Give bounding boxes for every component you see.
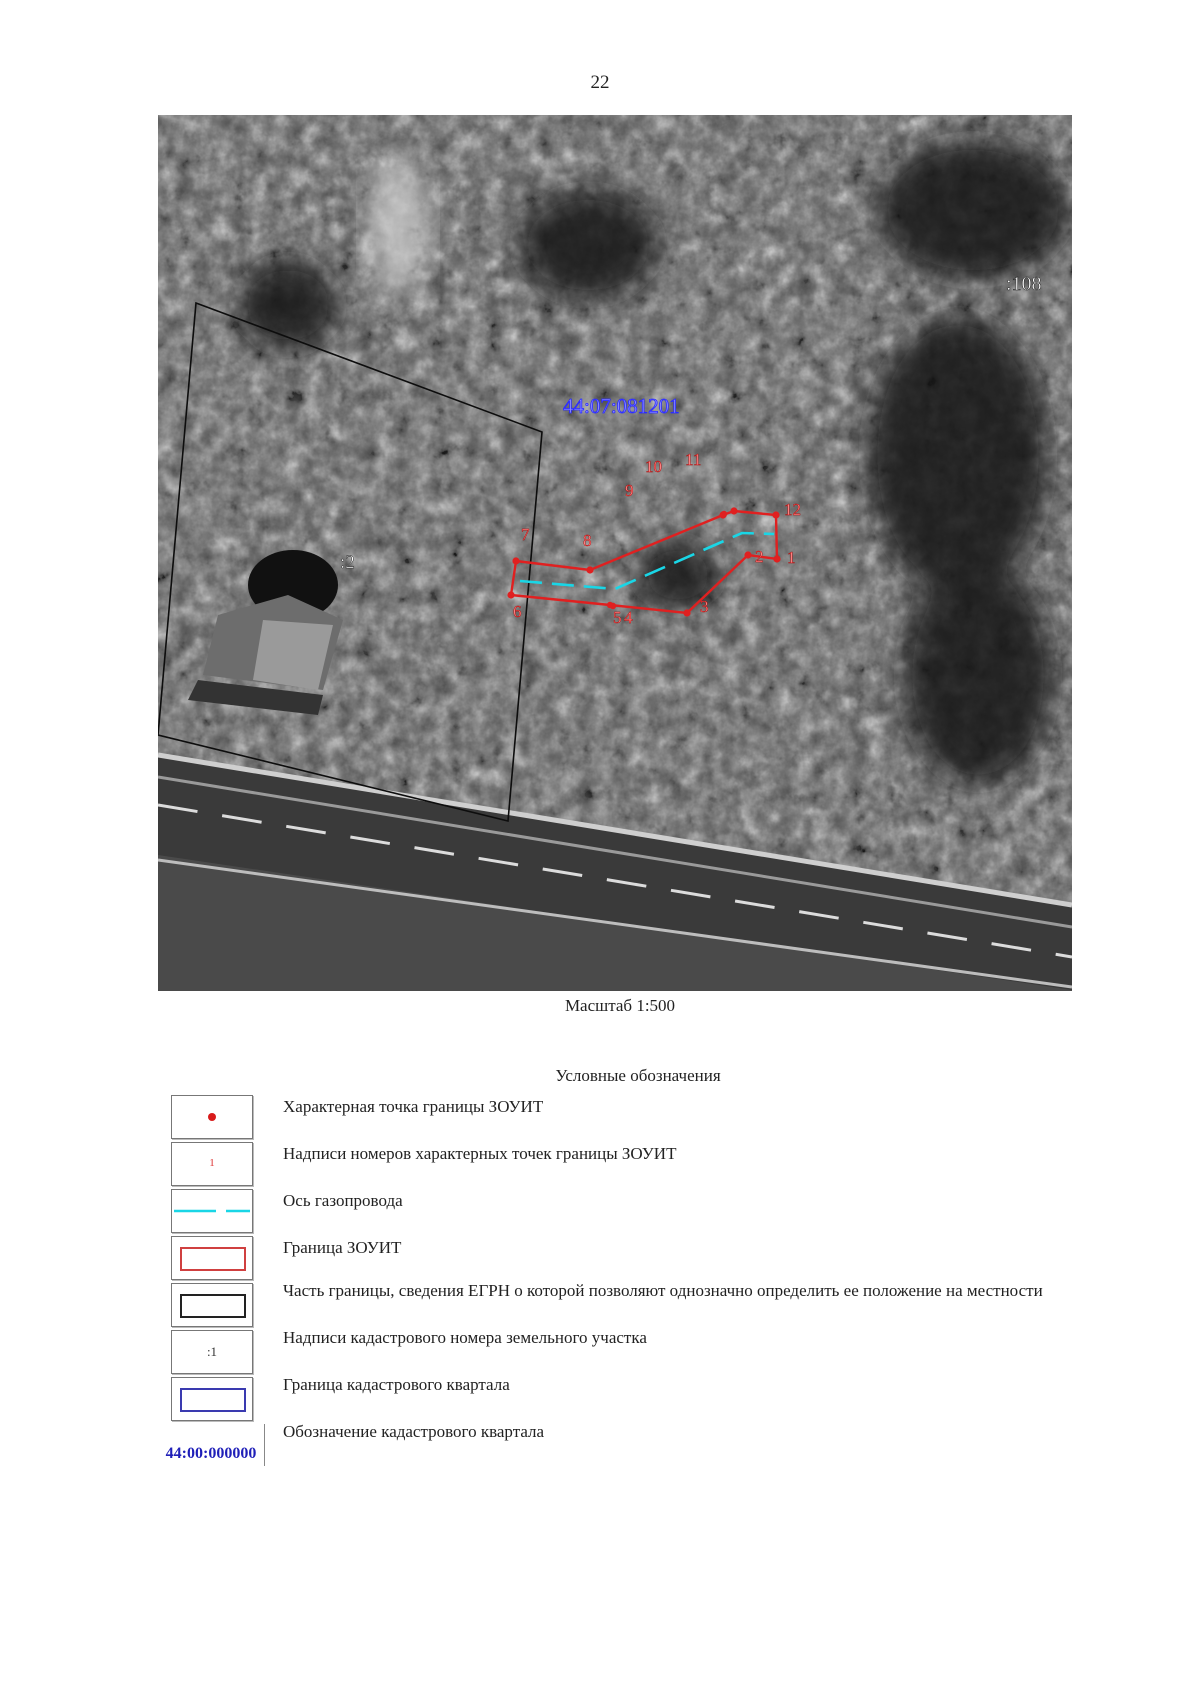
parcel-label-108: :108 (1006, 273, 1042, 295)
point-label-7: 7 (521, 525, 530, 544)
legend-text: Граница кадастрового квартала (283, 1375, 510, 1394)
quarter-label: 44:07:081201 (563, 394, 680, 418)
parcel-label-sample: :1 (206, 1344, 218, 1359)
red-rect-icon (180, 1247, 246, 1271)
point-3 (683, 609, 690, 616)
quarter-label-sample: 44:00:000000 (158, 1424, 265, 1466)
red-dot-icon (208, 1113, 216, 1121)
scale-label: Масштаб 1:500 (564, 996, 676, 1015)
point-7 (512, 557, 519, 564)
aerial-map (158, 115, 1072, 991)
legend-symbol-box (171, 1377, 253, 1421)
legend-title: Условные обозначения (555, 1066, 721, 1085)
legend-text: Надписи кадастрового номера земельного участка (283, 1328, 647, 1347)
point-label-11: 11 (685, 450, 702, 469)
point-label-3: 3 (700, 597, 709, 616)
point-6 (507, 591, 514, 598)
parcel-label-2: :2 (340, 552, 355, 573)
point-12 (772, 511, 779, 518)
point-label-1: 1 (787, 548, 796, 567)
legend-text: Характерная точка границы ЗОУИТ (283, 1097, 544, 1116)
legend-text: Граница ЗОУИТ (283, 1238, 402, 1257)
point-2 (744, 551, 751, 558)
point-10 (721, 511, 727, 517)
legend-symbol-box (171, 1189, 253, 1233)
point-1 (773, 555, 780, 562)
legend-symbol-box (171, 1142, 253, 1186)
point-label-10: 10 (645, 457, 662, 476)
blue-rect-icon (180, 1388, 246, 1412)
point-label-5: 5 (613, 608, 622, 627)
bright-patch (368, 155, 428, 295)
legend-text: Надписи номеров характерных точек границы ЗОУИТ (283, 1144, 677, 1163)
point-label-9: 9 (625, 481, 634, 500)
legend-text: Часть границы, сведения ЕГРН о которой позволяют однозначно определить ее положение на местности (283, 1281, 1043, 1300)
point-number-sample: 1 (209, 1157, 215, 1169)
cyan-dash-icon (172, 1190, 252, 1232)
legend-symbol-box (171, 1330, 253, 1374)
legend-text: Ось газопровода (283, 1191, 403, 1210)
point-label-8: 8 (583, 531, 592, 550)
point-label-12: 12 (784, 500, 801, 519)
legend-text: Обозначение кадастрового квартала (283, 1422, 545, 1441)
point-8 (586, 566, 593, 573)
page-number: 22 (590, 72, 610, 93)
point-11 (730, 507, 737, 514)
black-rect-icon (180, 1294, 246, 1318)
legend-symbol-box (171, 1236, 253, 1280)
legend-symbol-box (171, 1283, 253, 1327)
point-label-6: 6 (513, 602, 522, 621)
point-label-4: 4 (624, 608, 633, 627)
legend-symbol-box (171, 1095, 253, 1139)
point-label-2: 2 (755, 547, 764, 566)
